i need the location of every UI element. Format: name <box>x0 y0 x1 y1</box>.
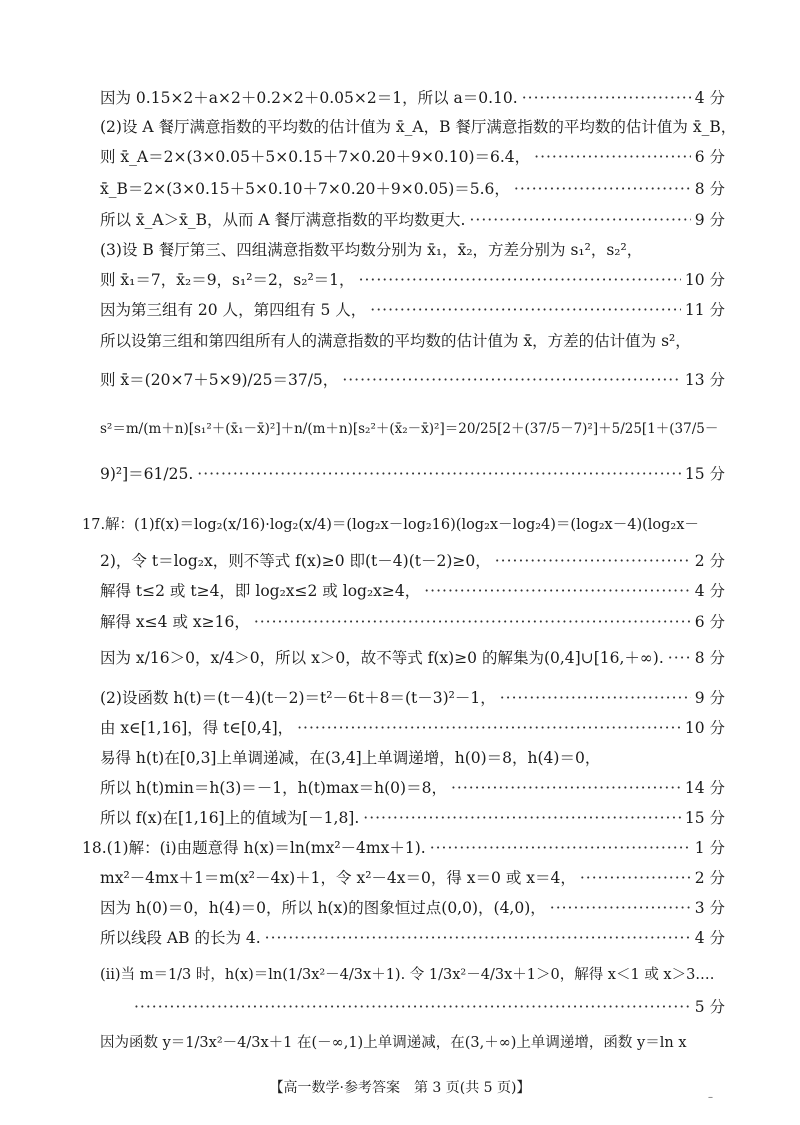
score-label: 6 分 <box>694 148 725 166</box>
page-footer: 【高一数学·参考答案 第 3 页(共 5 页)】 <box>269 1080 531 1096</box>
line-text: 因为 h(0)＝0，h(4)＝0，所以 h(x)的图象恒过点(0,0)，(4,0)， <box>100 899 546 917</box>
answer-line-27 <box>100 963 725 984</box>
answer-line-29 <box>100 1031 725 1052</box>
answer-line-18 <box>100 686 725 708</box>
score-label: 3 分 <box>694 899 725 917</box>
line-text: 所以 h(t)min＝h(3)＝－1，h(t)max＝h(0)＝8， <box>100 779 447 797</box>
answer-line-17 <box>100 646 725 668</box>
score-label: 8 分 <box>694 180 725 198</box>
dot-leader <box>297 719 681 737</box>
score-label: 2 分 <box>694 869 725 887</box>
dot-leader <box>363 809 681 827</box>
dot-leader <box>495 552 691 570</box>
line-text: 则 x̄＝(20×7＋5×9)/25＝37/5， <box>100 371 339 389</box>
score-label: … <box>699 967 715 983</box>
line-text: (2)设 A 餐厅满意指数的平均数的估计值为 x̄_A，B 餐厅满意指数的平均数的估计值为 x̄_B， <box>100 118 737 136</box>
dot-leader <box>451 779 681 797</box>
dot-leader <box>424 582 690 600</box>
line-text: 解得 x≤4 或 x≥16， <box>100 613 250 631</box>
dot-leader <box>580 869 691 887</box>
score-label: 8 分 <box>694 649 725 667</box>
dot-leader <box>197 465 681 483</box>
line-text: 因为 x/16＞0，x/4＞0，所以 x＞0，故不等式 f(x)≥0 的解集为(0,4]∪[16,＋∞). <box>100 649 664 667</box>
line-text: 所以线段 AB 的长为 4. <box>100 929 261 947</box>
score-label: 13 分 <box>684 371 725 389</box>
dot-leader <box>469 211 690 229</box>
line-text: s²＝m/(m＋n)[s₁²＋(x̄₁－x̄)²]＋n/(m＋n)[s₂²＋(x̄₂－x̄)²]＝20/25[2＋(37/5－7)²]＋5/25[1＋(37/5－ <box>100 421 719 437</box>
line-text: 因为 0.15×2＋a×2＋0.2×2＋0.05×2＝1，所以 a＝0.10. <box>100 89 518 107</box>
answer-line-28 <box>130 995 725 1017</box>
answer-line-8 <box>100 298 725 320</box>
answer-line-21 <box>100 776 725 798</box>
line-text: (ⅱ)当 m＝1/3 时，h(x)＝ln(1/3x²－4/3x＋1). 令 1/3x²－4/3x＋1＞0，解得 x＜1 或 x＞3. <box>100 967 700 983</box>
line-text: 因为函数 y＝1/3x²－4/3x＋1 在(－∞,1)上单调递减，在(3,＋∞)上单调递增，函数 y＝ln x <box>100 1035 687 1051</box>
line-text: mx²－4mx＋1＝m(x²－4x)＋1，令 x²－4x＝0，得 x＝0 或 x＝4， <box>100 869 576 887</box>
answer-line-11 <box>100 417 725 437</box>
score-label: 5 分 <box>694 998 725 1016</box>
score-label: 15 分 <box>684 809 725 827</box>
answer-line-4 <box>100 177 725 199</box>
answer-line-26 <box>100 926 725 948</box>
score-label: 4 分 <box>694 89 725 107</box>
dot-leader <box>522 89 691 107</box>
line-text: 则 x̄₁＝7，x̄₂＝9，s₁²＝2，s₂²＝1， <box>100 271 355 289</box>
line-text: 所以 x̄_A＞x̄_B，从而 A 餐厅满意指数的平均数更大. <box>100 211 466 229</box>
line-text: 易得 h(t)在[0,3]上单调递减，在(3,4]上单调递增，h(0)＝8，h(4)＝0， <box>100 749 601 767</box>
dot-leader <box>514 180 691 198</box>
dot-leader <box>534 148 691 166</box>
answer-line-22 <box>100 806 725 828</box>
dot-leader <box>370 301 681 319</box>
line-text: 因为第三组有 20 人，第四组有 5 人， <box>100 301 367 319</box>
dot-leader <box>668 649 691 667</box>
answer-line-23 <box>82 836 725 858</box>
dot-leader <box>359 271 681 289</box>
answer-line-20 <box>100 746 725 768</box>
line-text: 18.(1)解：(ⅰ)由题意得 h(x)＝ln(mx²－4mx＋1). <box>82 839 426 857</box>
answer-line-16 <box>100 610 725 632</box>
line-text: 所以 f(x)在[1,16]上的值域为[－1,8]. <box>100 809 360 827</box>
dot-leader <box>342 371 681 389</box>
line-text: 2)，令 t＝log₂x，则不等式 f(x)≥0 即(t－4)(t－2)≥0， <box>100 552 491 570</box>
answer-line-14 <box>100 549 725 571</box>
answer-line-15 <box>100 579 725 601</box>
score-label: 6 分 <box>694 613 725 631</box>
score-label: 4 分 <box>694 582 725 600</box>
answer-line-25 <box>100 896 725 918</box>
answer-line-1 <box>100 86 725 108</box>
line-text: 解得 t≤2 或 t≥4，即 log₂x≤2 或 log₂x≥4， <box>100 582 421 600</box>
line-text: (3)设 B 餐厅第三、四组满意指数平均数分别为 x̄₁，x̄₂，方差分别为 s₁²，s₂²， <box>100 241 643 259</box>
line-text: 所以设第三组和第四组所有人的满意指数的平均数的估计值为 x̄，方差的估计值为 s²， <box>100 332 691 350</box>
line-text: 9)²]＝61/25. <box>100 465 194 483</box>
line-text: 17.解：(1)f(x)＝log₂(x/16)·log₂(x/4)＝(log₂x－log₂16)(log₂x－log₂4)＝(log₂x－4)(log₂x－ <box>82 517 699 533</box>
answer-line-19 <box>100 716 725 738</box>
answer-line-5 <box>100 208 725 230</box>
line-text: (2)设函数 h(t)＝(t－4)(t－2)＝t²－6t＋8＝(t－3)²－1， <box>100 689 496 707</box>
score-label: 2 分 <box>694 552 725 570</box>
dot-leader <box>550 899 691 917</box>
line-text: 则 x̄_A＝2×(3×0.05＋5×0.15＋7×0.20＋9×0.10)＝6.4， <box>100 148 531 166</box>
dot-leader <box>134 998 691 1016</box>
dot-leader <box>265 929 691 947</box>
dot-leader <box>254 613 691 631</box>
dot-leader <box>500 689 691 707</box>
answer-line-9 <box>100 329 725 351</box>
score-label: 9 分 <box>694 689 725 707</box>
score-label: 1 分 <box>694 839 725 857</box>
score-label: 14 分 <box>684 779 725 797</box>
line-text: x̄_B＝2×(3×0.15＋5×0.10＋7×0.20＋9×0.05)＝5.6， <box>100 180 510 198</box>
line-text: 由 x∈[1,16]，得 t∈[0,4]， <box>100 719 294 737</box>
dot-leader <box>430 839 691 857</box>
answer-line-12 <box>100 462 725 484</box>
score-label: 11 分 <box>684 301 725 319</box>
answer-line-2 <box>100 115 737 137</box>
score-label: 15 分 <box>684 465 725 483</box>
answer-line-3 <box>100 145 725 167</box>
score-label: 10 分 <box>684 719 725 737</box>
answer-line-24 <box>100 866 725 888</box>
answer-line-13 <box>82 513 725 534</box>
answer-line-10 <box>100 368 725 390</box>
score-label: 9 分 <box>694 211 725 229</box>
score-label: 10 分 <box>684 271 725 289</box>
corner-mark: – <box>708 1092 713 1103</box>
answer-line-7 <box>100 268 725 290</box>
score-label: 4 分 <box>694 929 725 947</box>
answer-line-6 <box>100 238 725 260</box>
